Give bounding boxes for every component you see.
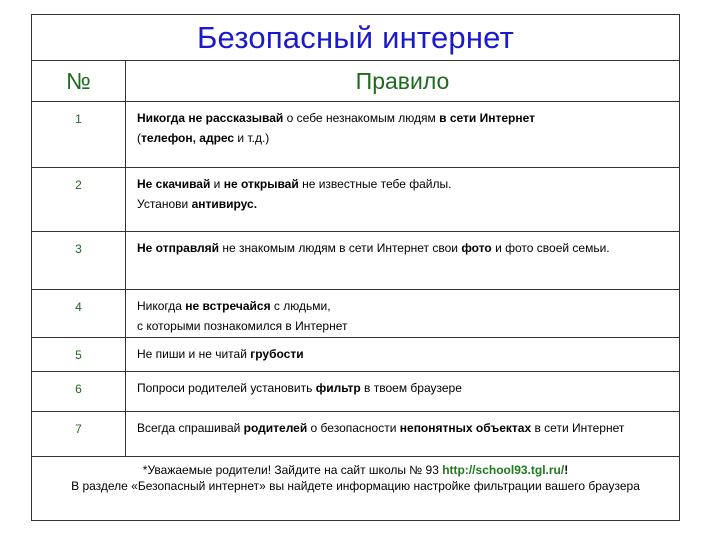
footer-text-line2: В разделе «Безопасный интернет» вы найдете информацию настройке фильтрации вашего браузера [71,479,640,493]
rule-segment: не известные тебе файлы. [298,177,452,191]
rule-number: 2 [32,168,126,232]
rule-segment: с которыми познакомился в Интернет [137,319,348,333]
table-row [32,290,680,338]
rule-text [126,372,680,412]
rule-segment: и фото своей семьи. [491,241,610,255]
rule-number: 3 [32,232,126,290]
rule-segment: и т.д.) [234,131,270,145]
rule-emphasis: Не отправляй [137,241,220,255]
rule-line [137,347,304,361]
rule-emphasis: не открывай [223,177,299,191]
rule-segment: Всегда спрашивай [137,421,244,435]
rule-emphasis: не встречайся [185,299,271,313]
rule-line [137,194,671,214]
rule-line [137,381,462,395]
rule-segment: с людьми, [270,299,331,313]
rule-line [137,241,610,255]
rule-segment: Попроси родителей установить [137,381,316,395]
rule-segment: о себе незнакомым людям [283,111,440,125]
rule-text [126,102,680,168]
rule-emphasis: в сети Интернет [439,111,536,125]
table-row [32,168,680,232]
rule-number: 6 [32,372,126,412]
rule-segment: о безопасности [307,421,400,435]
rule-segment: Никогда [137,299,186,313]
parents-note [32,457,680,521]
rule-text [126,412,680,457]
rule-text [126,232,680,290]
rule-number: 7 [32,412,126,457]
table-header-row [32,61,680,102]
rule-emphasis: непонятных объектах [399,421,532,435]
rule-emphasis: телефон, адрес [141,131,235,145]
column-header-rule: Правило [126,61,680,102]
rule-emphasis: Никогда не рассказывай [137,111,284,125]
rule-emphasis: родителей [243,421,308,435]
page-title: Безопасный интернет [32,15,680,61]
rule-number: 4 [32,290,126,338]
rule-text [126,338,680,372]
rule-emphasis: фото [461,241,492,255]
rule-segment: и [210,177,224,191]
table-row [32,372,680,412]
table-row [32,412,680,457]
rule-line [137,128,671,148]
rule-line [137,421,624,435]
rules-table [31,14,680,521]
table-row [32,338,680,372]
rule-line [137,111,535,125]
rule-emphasis: Не скачивай [137,177,211,191]
rule-line [137,177,451,191]
footer-exclamation: ! [564,463,569,477]
rule-segment: не знакомым людям в сети Интернет свои [219,241,462,255]
column-header-number: № [32,61,126,102]
rule-segment: Установи [137,197,192,211]
rule-emphasis: антивирус. [191,197,258,211]
rule-segment: в сети Интернет [531,421,625,435]
rule-number: 1 [32,102,126,168]
rule-number: 5 [32,338,126,372]
rule-line [137,299,331,313]
table-row [32,102,680,168]
rule-line [137,316,671,336]
rule-segment: в твоем браузере [360,381,462,395]
rule-emphasis: грубости [250,347,304,361]
footer-text-prefix: *Уважаемые родители! Зайдите на сайт школы № 93 [142,463,443,477]
rule-emphasis: фильтр [315,381,361,395]
rule-segment: ( [137,131,141,145]
table-row [32,232,680,290]
school-site-link[interactable]: http://school93.tgl.ru/ [442,463,565,477]
rule-text [126,290,680,338]
rule-segment: Не пиши и не читай [137,347,251,361]
rule-text [126,168,680,232]
